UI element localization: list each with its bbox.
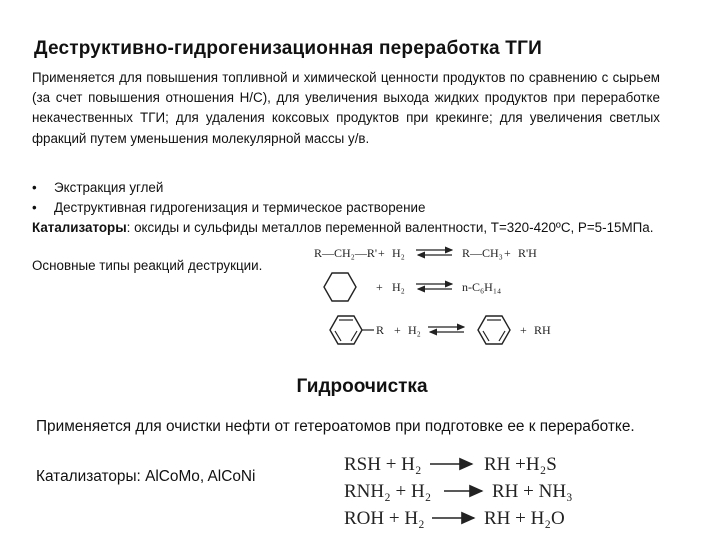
r3-product: RH — [534, 323, 551, 337]
intro-paragraph: Применяется для повышения топливной и химической ценности продуктов по сравнению с сырьем (за счет повышения отношения Н/С), для увеличения выхода жидких продуктов при переработке некачественных ТГИ; для удаления коксовых продуктов при крекинге; для увеличения светлых фракций путем уменьшения молекулярной массы у/в. — [32, 70, 660, 146]
benzene-ring-icon — [330, 316, 362, 344]
r2-h2: H₂ — [392, 280, 405, 294]
rxn-right: RH + NH₃ — [492, 481, 573, 502]
catalysts2-label: Катализаторы — [36, 468, 137, 485]
r1-h2: H₂ — [392, 246, 405, 260]
hydrotreating-description: Применяется для очистки нефти от гетероатомов при подготовке ее к переработке. — [36, 418, 635, 435]
r2-product: n-C₆H₁₄ — [462, 280, 502, 294]
catalysts-paragraph — [32, 218, 662, 238]
catalysts2-text: : AlCoMo, AlCoNi — [136, 468, 256, 485]
r2-plus: + — [376, 280, 383, 294]
equilibrium-arrow-icon — [416, 250, 452, 255]
r1-plus2: + — [504, 246, 511, 260]
benzene-ring-icon — [478, 316, 510, 344]
rxn-left: ROH + H₂ — [344, 508, 425, 529]
bullet-text: Экстракция углей — [54, 180, 164, 195]
r1-reactant: R—CH₂—R' — [314, 246, 378, 260]
catalysts-text: : оксиды и сульфиды металлов переменной валентности, Т=320-420ºС, Р=5-15МПа. — [126, 220, 654, 235]
bullet-marker: • — [32, 200, 37, 215]
r3-plus2: + — [520, 323, 527, 337]
rxn-left: RSH + H₂ — [344, 454, 422, 475]
bullet-item — [32, 200, 425, 215]
bullet-marker: • — [32, 180, 37, 195]
cyclohexane-ring-icon — [324, 273, 356, 301]
r1-product2: R'H — [518, 246, 537, 260]
r1-product1: R—CH₃ — [462, 246, 503, 260]
bullet-text: Деструктивная гидрогенизация и термическое растворение — [54, 200, 426, 215]
r3-substituent: R — [376, 323, 385, 337]
rxn-left: RNH₂ + H₂ — [344, 481, 432, 502]
equilibrium-arrow-icon — [416, 284, 452, 289]
rxn-right: RH + H₂O — [484, 508, 565, 529]
r3-h2: H₂ — [408, 323, 421, 337]
reaction-types-label: Основные типы реакций деструкции. — [32, 258, 263, 273]
section-subtitle — [0, 376, 720, 398]
catalysts2-paragraph — [36, 468, 255, 486]
subtitle-text: Гидроочистка — [296, 376, 428, 397]
hydrotreating-reactions-figure — [344, 452, 604, 534]
r1-plus: + — [378, 246, 385, 260]
bullet-item — [32, 180, 163, 195]
destruction-reactions-figure — [308, 236, 668, 366]
r3-plus1: + — [394, 323, 401, 337]
catalysts-label: Катализаторы — [32, 220, 127, 235]
equilibrium-arrow-icon — [428, 327, 464, 332]
slide-title: Деструктивно-гидрогенизационная переработка ТГИ — [34, 38, 542, 59]
rxn-right: RH +H₂S — [484, 454, 557, 475]
